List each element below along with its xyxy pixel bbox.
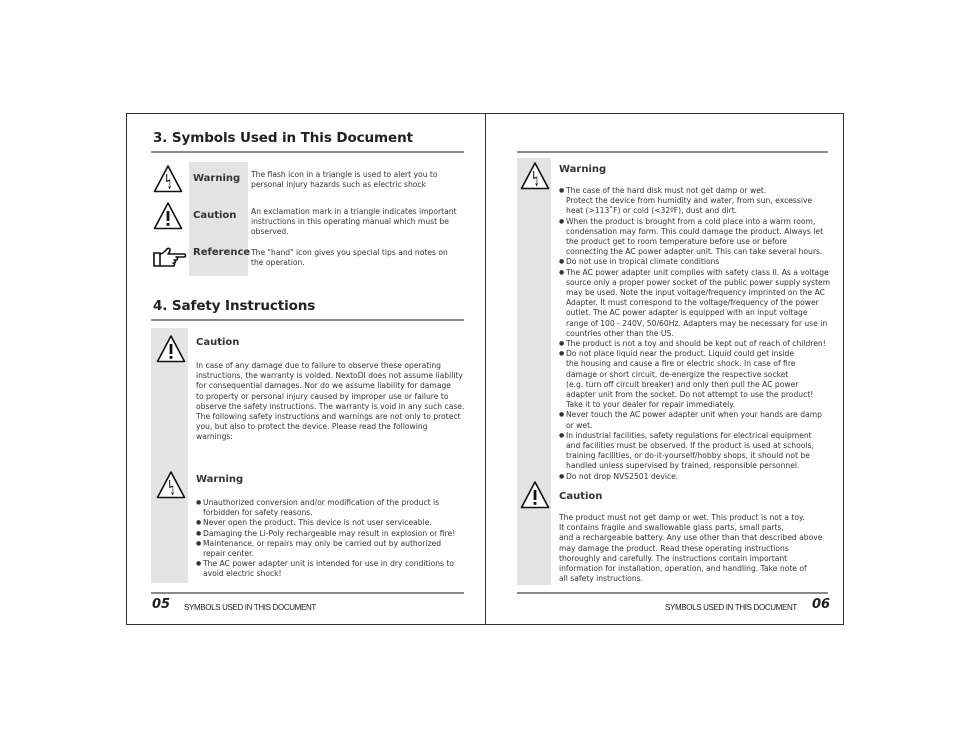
caution-paragraph: In case of any damage due to failure to observe these operating instructions, the warranty is voided. NextoDI does not assume liability for consequential damages. Nor do we assume liability for damage to property or personal injury caused by improper use or failure to observe the safety instructions. The warranty is void in any such case. The following safety instructions and warnings are not only to protect you, but also to protect the device. Please read the following warnings: bbox=[196, 361, 465, 442]
exclamation-triangle-icon bbox=[153, 201, 183, 235]
pointing-hand-icon bbox=[152, 246, 188, 272]
exclamation-triangle-icon bbox=[520, 480, 550, 514]
list-item: ● Do not drop NVS2501 device. bbox=[559, 472, 834, 482]
flash-triangle-icon bbox=[156, 470, 186, 504]
list-item: ● The case of the hard disk must not get damp or wet. Protect the device from humidity and water, from sun, excessive heat (>113˚F) or cold (<32ºF), dust and dirt. bbox=[559, 186, 834, 217]
warning-heading: Warning bbox=[196, 474, 244, 485]
safety-icon-column-right bbox=[517, 158, 551, 585]
symbol-desc-caution: An exclamation mark in a triangle indicates important instructions in this operating manual which must be observed. bbox=[251, 207, 457, 237]
caution-paragraph-right: The product must not get damp or wet. This product is not a toy. It contains fragile and swallowable glass parts, small parts, and a rechargeable battery. Any use other than that described above may damage the product. Read these operating instructions thoroughly and carefully. The instructions contain important information for installation, operation, and handling. Take note of all safety instructions. bbox=[559, 513, 823, 584]
section-4-rule bbox=[151, 319, 464, 321]
caution-text bbox=[196, 361, 471, 443]
list-item: ● Damaging the Li-Poly rechargeable may result in explosion or fire! bbox=[196, 529, 471, 539]
list-item: ● The AC power adapter unit is intended for use in dry conditions to avoid electric shock! bbox=[196, 559, 471, 579]
page-fold-divider bbox=[485, 113, 486, 625]
page-number-right: 06 bbox=[812, 597, 831, 612]
exclamation-triangle-icon bbox=[156, 334, 186, 368]
footer-rule-left bbox=[151, 592, 464, 594]
list-item: ● Do not use in tropical climate conditions bbox=[559, 257, 834, 267]
caution-heading: Caution bbox=[196, 337, 240, 348]
symbol-label-reference: Reference bbox=[193, 247, 251, 258]
warning-list bbox=[196, 498, 471, 580]
flash-triangle-icon bbox=[153, 164, 183, 198]
footer-rule-right bbox=[517, 592, 828, 594]
symbol-desc-warning: The flash icon in a triangle is used to alert you to personal injury hazards such as electric shock bbox=[251, 170, 438, 190]
list-item: ● In industrial facilities, safety regulations for electrical equipment and facilities must be observed. If the product is used at schools, training facilities, or do-it-yourself/hobby shops, it should not be handled unless supervised by trained, responsible personnel. bbox=[559, 431, 834, 472]
page-number-left: 05 bbox=[152, 597, 171, 612]
list-item: ● The product is not a toy and should be kept out of reach of children! bbox=[559, 339, 834, 349]
list-item: ● Maintenance, or repairs may only be carried out by authorized repair center. bbox=[196, 539, 471, 559]
list-item: ● Unauthorized conversion and/or modification of the product is forbidden for safety reasons. bbox=[196, 498, 471, 518]
list-item: ● Do not place liquid near the product. Liquid could get inside the housing and cause a fire or electric shock. In case of fire damage or short circuit, de-energize the respective socket (e.g. turn off circuit breaker) and only then pull the AC power adapter unit from the socket. Do not attempt to use the product! Take it to your dealer for repair immediately. bbox=[559, 349, 834, 410]
list-item: ● The AC power adapter unit complies with safety class II. As a voltage source only a proper power socket of the public power supply system may be used. Note the input voltage/frequency imprinted on the AC Adapter. It must correspond to the voltage/frequency of the power outlet. The AC power adapter is equipped with an input voltage range of 100 - 240V, 50/60Hz. Adapters may be necessary for use in countries other than the US. bbox=[559, 268, 834, 339]
warning-list-right bbox=[559, 186, 834, 482]
warning-heading-right: Warning bbox=[559, 164, 607, 175]
footer-title-right: SYMBOLS USED IN THIS DOCUMENT bbox=[665, 603, 797, 612]
footer-title-left: SYMBOLS USED IN THIS DOCUMENT bbox=[184, 603, 316, 612]
list-item: ● Never open the product. This device is not user serviceable. bbox=[196, 518, 471, 528]
section-3-title: 3. Symbols Used in This Document bbox=[153, 130, 413, 146]
caution-text-right bbox=[559, 513, 834, 584]
caution-heading-right: Caution bbox=[559, 491, 603, 502]
symbol-label-warning: Warning bbox=[193, 173, 241, 184]
symbol-desc-reference: The "hand" icon gives you special tips and notes on the operation. bbox=[251, 248, 448, 268]
list-item: ● When the product is brought from a cold place into a warm room, condensation may form. This could damage the product. Always let the product get to room temperature before use or before connecting the AC power adapter unit. This can take several hours. bbox=[559, 217, 834, 258]
section-4-title: 4. Safety Instructions bbox=[153, 298, 316, 314]
symbol-label-caution: Caution bbox=[193, 210, 237, 221]
list-item: ● Never touch the AC power adapter unit when your hands are damp or wet. bbox=[559, 410, 834, 430]
flash-triangle-icon bbox=[520, 161, 550, 195]
section-3-rule bbox=[151, 151, 464, 153]
top-rule-right bbox=[517, 151, 828, 153]
